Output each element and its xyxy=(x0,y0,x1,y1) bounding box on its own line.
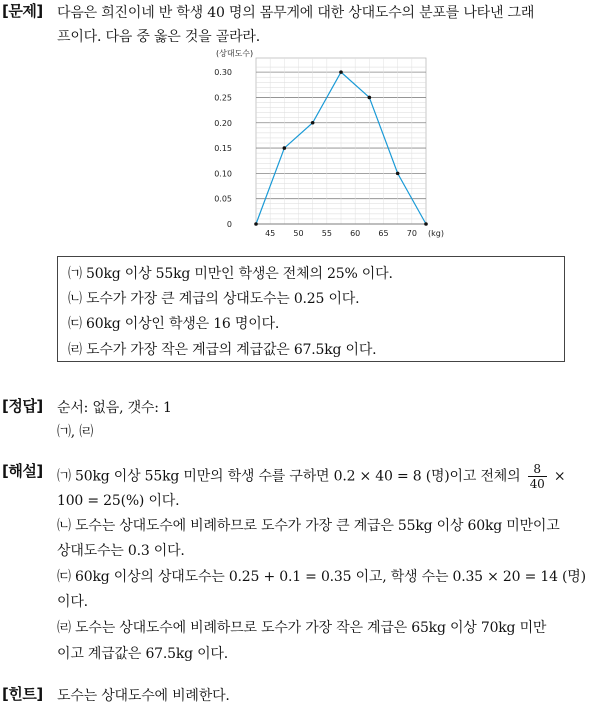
fraction xyxy=(528,462,547,491)
data-point xyxy=(396,172,400,176)
answer-label: [정답] xyxy=(2,397,43,415)
x-tick-label: 60 xyxy=(350,229,361,238)
problem-text-line-1: 다음은 희진이네 반 학생 40 명의 몸무게에 대한 상대도수의 분포를 나타낸 그래 xyxy=(57,5,535,21)
explanation-line-3: ㈁ 도수는 상대도수에 비례하므로 도수가 가장 큰 계급은 55kg 이상 60kg 미만이고 xyxy=(57,518,560,534)
explanation-line-1-text: ㈀ 50kg 이상 55kg 미만의 학생 수를 구하면 0.2 × 40 = 8 (명)이고 전체의 xyxy=(57,468,521,485)
data-point xyxy=(254,222,258,226)
explanation-line-1-times: × xyxy=(553,468,566,485)
explanation-line-4: 상대도수는 0.3 이다. xyxy=(57,543,185,559)
data-point xyxy=(339,70,343,74)
hint-text: 도수는 상대도수에 비례한다. xyxy=(57,688,230,704)
y-tick-label: 0.30 xyxy=(214,68,232,78)
x-axis-label: (kg) xyxy=(428,229,444,238)
x-tick-label: 50 xyxy=(293,229,304,238)
x-tick-label: 45 xyxy=(265,229,276,238)
explanation-line-2: 100 = 25(%) 이다. xyxy=(57,493,180,509)
problem-label: [문제] xyxy=(2,2,43,20)
fraction-denominator: 40 xyxy=(529,477,545,491)
y-tick-label: 0.15 xyxy=(214,144,232,154)
data-point xyxy=(424,222,428,226)
explanation-line-5: ㈂ 60kg 이상의 상대도수는 0.25 + 0.1 = 0.35 이고, 학생 수는 0.35 × 20 = 14 (명) xyxy=(57,569,586,585)
explanation-line-6: 이다. xyxy=(57,594,88,610)
hint-label: [힌트] xyxy=(2,685,43,703)
data-point xyxy=(368,96,372,100)
x-tick-label: 65 xyxy=(378,229,389,238)
x-tick-label: 70 xyxy=(406,229,417,238)
x-tick-label: 55 xyxy=(321,229,332,238)
explanation-line-1 xyxy=(57,462,565,491)
choice-4: ㈃ 도수가 가장 작은 계급의 계급값은 67.5kg 이다. xyxy=(68,342,377,358)
explanation-line-8: 이고 계급값은 67.5kg 이다. xyxy=(57,646,229,662)
data-point xyxy=(283,146,287,150)
y-tick-label: 0.25 xyxy=(214,93,232,103)
choice-1: ㈀ 50kg 이상 55kg 미만인 학생은 전체의 25% 이다. xyxy=(68,266,393,282)
choice-3: ㈂ 60kg 이상인 학생은 16 명이다. xyxy=(68,316,280,332)
y-tick-label: 0.20 xyxy=(214,118,232,128)
answer-line-2: ㈀, ㈃ xyxy=(57,424,94,440)
y-tick-label: 0 xyxy=(226,220,232,229)
choices-box xyxy=(57,256,565,362)
fraction-numerator: 8 xyxy=(528,462,547,477)
explanation-line-7: ㈃ 도수는 상대도수에 비례하므로 도수가 가장 작은 계급은 65kg 이상 70kg 미만 xyxy=(57,620,547,636)
y-tick-label: 0.10 xyxy=(214,169,232,179)
y-tick-label: 0.05 xyxy=(214,194,232,204)
chart-svg xyxy=(200,44,444,244)
data-point xyxy=(311,121,315,125)
answer-line-1: 순서: 없음, 갯수: 1 xyxy=(57,400,172,416)
relative-frequency-chart xyxy=(200,44,444,244)
explanation-label: [해설] xyxy=(2,462,43,480)
y-axis-label: (상대도수) xyxy=(216,49,254,58)
choice-2: ㈁ 도수가 가장 큰 계급의 상대도수는 0.25 이다. xyxy=(68,291,360,307)
problem-text-line-2: 프이다. 다음 중 옳은 것을 골라라. xyxy=(57,29,260,45)
